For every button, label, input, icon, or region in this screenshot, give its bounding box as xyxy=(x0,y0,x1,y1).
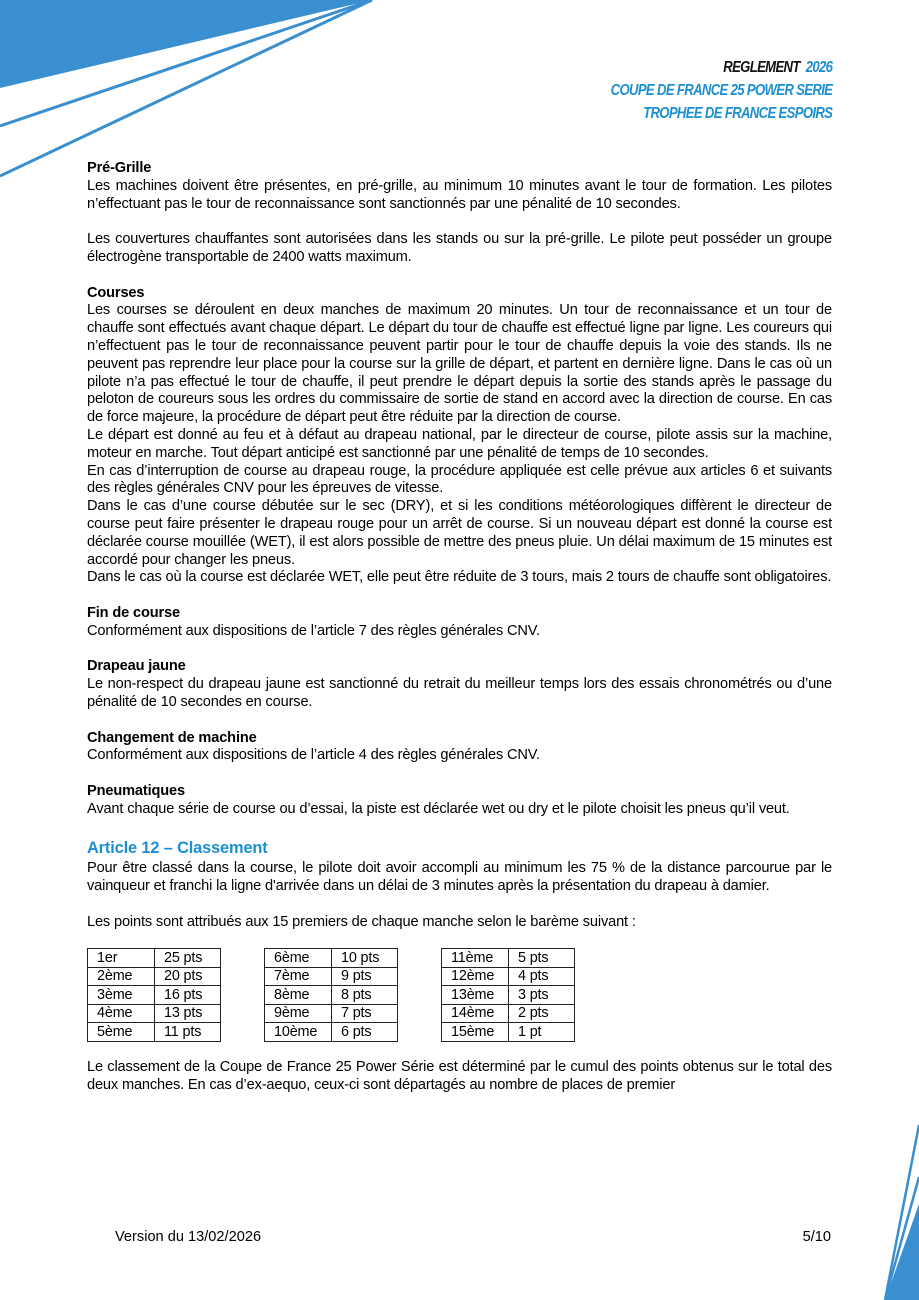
rank-cell: 9ème xyxy=(265,1004,332,1023)
rank-cell: 11ème xyxy=(442,949,509,968)
paragraph: Pour être classé dans la course, le pilote doit avoir accompli au minimum les 75 % de la distance parcourue par le vainqueur et franchi la ligne d'arrivée dans un délai de 3 minutes après la présentation du drapeau à damier. xyxy=(87,860,832,895)
footer-stripes-decoration xyxy=(849,1125,919,1300)
table-row xyxy=(265,1023,398,1042)
points-cell: 7 pts xyxy=(332,1004,398,1023)
table-row xyxy=(265,967,398,986)
rank-cell: 3ème xyxy=(88,986,155,1005)
table-row xyxy=(442,986,575,1005)
points-cell: 4 pts xyxy=(509,967,575,986)
rank-cell: 13ème xyxy=(442,986,509,1005)
table-row xyxy=(88,1023,221,1042)
section-title-changement-machine: Changement de machine xyxy=(87,729,257,746)
paragraph: Conformément aux dispositions de l’article 7 des règles générales CNV. xyxy=(87,622,540,639)
document-header xyxy=(610,56,832,125)
paragraph: Le non-respect du drapeau jaune est sanctionné du retrait du meilleur temps lors des essais chronométrés ou d’une pénalité de 10 secondes en course. xyxy=(87,676,832,710)
points-cell: 10 pts xyxy=(332,949,398,968)
header-trophy: TROPHEE DE FRANCE ESPOIRS xyxy=(642,105,832,122)
table-row xyxy=(265,986,398,1005)
table-row xyxy=(88,967,221,986)
header-championship: COUPE DE FRANCE 25 POWER SERIE xyxy=(610,82,832,99)
rank-cell: 1er xyxy=(88,949,155,968)
rank-cell: 7ème xyxy=(265,967,332,986)
document-body xyxy=(87,160,832,1095)
rank-cell: 6ème xyxy=(265,949,332,968)
table-row xyxy=(88,1004,221,1023)
paragraph: En cas d’interruption de course au drapeau rouge, la procédure appliquée est celle prévue aux articles 6 et suivants des règles générales CNV pour les épreuves de vitesse. xyxy=(87,462,832,497)
points-cell: 1 pt xyxy=(509,1023,575,1042)
table-row xyxy=(442,1023,575,1042)
points-cell: 13 pts xyxy=(155,1004,221,1023)
points-cell: 6 pts xyxy=(332,1023,398,1042)
points-cell: 11 pts xyxy=(155,1023,221,1042)
table-row xyxy=(442,967,575,986)
points-cell: 5 pts xyxy=(509,949,575,968)
paragraph: Les courses se déroulent en deux manches de maximum 20 minutes. Un tour de reconnaissance et un tour de chauffe sont effectués avant chaque départ. Le départ du tour de chauffe est effectué ligne par ligne. Les coureurs qui n’effectuent pas le tour de reconnaissance peuvent partir pour le tour de chauffe depuis la voie des stands. Ils ne peuvent pas reprendre leur place pour la course sur la grille de départ, et partent en dernière ligne. Dans le cas où un pilote n’a pas effectué le tour de chauffe, il peut prendre le départ depuis la sortie des stands après le passage du peloton de coureurs sous les ordres du commissaire de sortie de stand en accord avec la direction de course. En cas de force majeure, la procédure de départ peut être réduite par la direction de course. xyxy=(87,302,832,426)
table-row xyxy=(88,986,221,1005)
paragraph: Dans le cas où la course est déclarée WET, elle peut être réduite de 3 tours, mais 2 tours de chauffe sont obligatoires. xyxy=(87,569,832,586)
rank-cell: 15ème xyxy=(442,1023,509,1042)
points-table-1 xyxy=(87,948,221,1042)
table-row xyxy=(442,949,575,968)
section-title-courses: Courses xyxy=(87,284,145,301)
header-line-1 xyxy=(610,56,832,79)
points-table-3 xyxy=(441,948,575,1042)
points-cell: 9 pts xyxy=(332,967,398,986)
points-cell: 8 pts xyxy=(332,986,398,1005)
paragraph: Les machines doivent être présentes, en pré-grille, au minimum 10 minutes avant le tour de formation. Les pilotes n’effectuant pas le tour de reconnaissance sont sanctionnés par une pénalité de 10 secondes. xyxy=(87,177,832,212)
rank-cell: 4ème xyxy=(88,1004,155,1023)
header-stripes-decoration xyxy=(0,0,380,185)
points-cell: 3 pts xyxy=(509,986,575,1005)
paragraph: Avant chaque série de course ou d’essai, la piste est déclarée wet ou dry et le pilote choisit les pneus qu’il veut. xyxy=(87,800,790,817)
section-title-drapeau-jaune: Drapeau jaune xyxy=(87,658,186,675)
rank-cell: 10ème xyxy=(265,1023,332,1042)
section-title-fin-de-course: Fin de course xyxy=(87,604,180,621)
paragraph: Dans le cas d’une course débutée sur le sec (DRY), et si les conditions météorologiques diffèrent le directeur de course peut faire présenter le drapeau rouge pour un arrêt de course. Si un nouveau départ est donné la course est déclarée course mouillée (WET), il est alors possible de mettre des pneus pluie. Un délai maximum de 15 minutes est accordé pour changer les pneus. xyxy=(87,498,832,568)
paragraph: Conformément aux dispositions de l’article 4 des règles générales CNV. xyxy=(87,747,540,764)
rank-cell: 14ème xyxy=(442,1004,509,1023)
footer-page-number: 5/10 xyxy=(802,1229,831,1245)
header-reglement: REGLEMENT xyxy=(722,59,800,76)
points-table-2 xyxy=(264,948,398,1042)
table-row xyxy=(265,949,398,968)
rank-cell: 8ème xyxy=(265,986,332,1005)
paragraph: Le départ est donné au feu et à défaut au drapeau national, par le directeur de course, pilote assis sur la machine, moteur en marche. Tout départ anticipé est sanctionné par une pénalité de temps de 10 secondes. xyxy=(87,426,832,461)
footer-version: Version du 13/02/2026 xyxy=(115,1229,262,1245)
paragraph: Le classement de la Coupe de France 25 Power Série est déterminé par le cumul des points obtenus sur le total des deux manches. En cas d’ex-aequo, ceux-ci sont départagés au nombre de places de premier xyxy=(87,1058,832,1093)
points-cell: 16 pts xyxy=(155,986,221,1005)
paragraph: Les points sont attribués aux 15 premiers de chaque manche selon le barème suivant : xyxy=(87,913,636,930)
section-title-pneumatiques: Pneumatiques xyxy=(87,782,185,799)
points-cell: 2 pts xyxy=(509,1004,575,1023)
points-cell: 25 pts xyxy=(155,949,221,968)
table-row xyxy=(265,1004,398,1023)
section-title-pre-grille: Pré-Grille xyxy=(87,160,152,176)
rank-cell: 12ème xyxy=(442,967,509,986)
rank-cell: 5ème xyxy=(88,1023,155,1042)
header-year: 2026 xyxy=(805,59,832,76)
table-row xyxy=(442,1004,575,1023)
paragraph: Les couvertures chauffantes sont autorisées dans les stands ou sur la pré-grille. Le pilote peut posséder un groupe électrogène transportable de 2400 watts maximum. xyxy=(87,231,832,265)
points-tables xyxy=(87,948,832,1042)
table-row xyxy=(88,949,221,968)
points-cell: 20 pts xyxy=(155,967,221,986)
rank-cell: 2ème xyxy=(88,967,155,986)
article-12-title: Article 12 – Classement xyxy=(87,839,268,858)
